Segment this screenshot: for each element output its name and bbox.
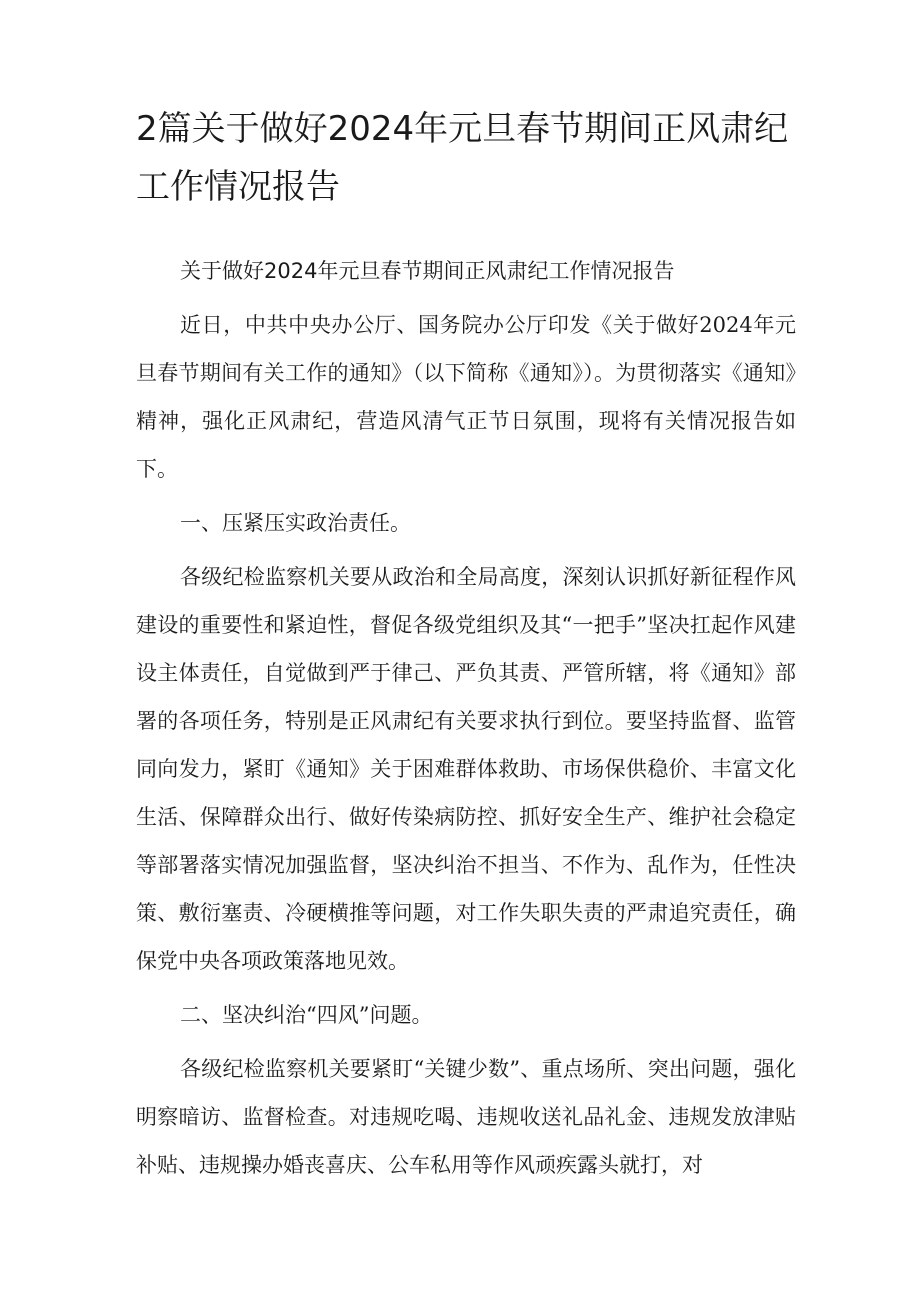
paragraph-section-1: 各级纪检监察机关要从政治和全局高度，深刻认识抓好新征程作风建设的重要性和紧迫性，督促各级党组织及其“一把手”坚决扛起作风建设主体责任，自觉做到严于律己、严负其责、严管所辖，将《通知》部署的各项任务，特别是正风肃纪有关要求执行到位。要坚持监督、监管同向发力，紧盯《通知》关于困难群体救助、市场保供稳价、丰富文化生活、保障群众出行、做好传染病防控、抓好安全生产、维护社会稳定等部署落实情况加强监督，坚决纠治不担当、不作为、乱作为，任性决策、敷衍塞责、冷硬横推等问题，对工作失职失责的严肃追究责任，确保党中央各项政策落地见效。 [136,565,796,973]
paragraph-section-2: 各级纪检监察机关要紧盯“关键少数”、重点场所、突出问题，强化明察暗访、监督检查。对违规吃喝、违规收送礼品礼金、违规发放津贴补贴、违规操办婚丧喜庆、公车私用等作风顽疾露头就打，对 [136,1057,796,1177]
section-heading-2: 二、坚决纠治“四风”问题。 [180,1003,433,1027]
document-subtitle: 关于做好2024年元旦春节期间正风肃纪工作情况报告 [180,259,675,283]
paragraph-intro: 近日，中共中央办公厅、国务院办公厅印发《关于做好2024年元旦春节期间有关工作的通知》（以下简称《通知》）。为贯彻落实《通知》精神，强化正风肃纪，营造风清气正节日氛围，现将有关情况报告如下。 [136,313,796,481]
section-heading-1: 一、压紧压实政治责任。 [180,511,411,535]
document-body [136,247,796,1195]
document-title: 2篇关于做好2024年元旦春节期间正风肃纪工作情况报告 [136,109,789,207]
